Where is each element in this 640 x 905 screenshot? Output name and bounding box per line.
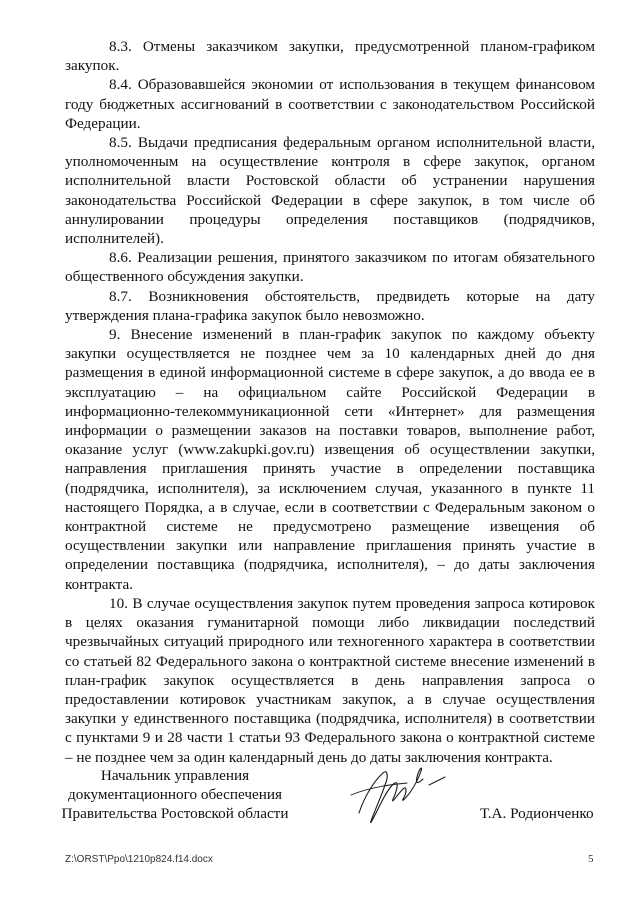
paragraph-10: 10. В случае осуществления закупок путем проведения запроса котировок в целях оказания гуманитарной помощи либо ликвидации последствий чрезвычайных ситуаций природного или техногенного характера в соответствии со статьей 82 Федерального закона о контрактной системе внесение изменений в план-график закупок осуществляется в день направления запроса о предоставлении котировок участникам закупок, а в случае осуществления закупки у единственного поставщика (подрядчика, исполнителя) в соответствии с пунктами 9 и 28 части 1 статьи 93 Федерального закона о контрактной системе – не позднее чем за один календарный день до даты заключения контракта. — [65, 594, 595, 766]
body-text — [65, 37, 595, 767]
signatory-title-line-2: документационного обеспечения — [68, 786, 282, 804]
handwritten-signature — [345, 755, 465, 830]
signatory-name: Т.А. Родионченко — [480, 805, 594, 822]
paragraph-8-6: 8.6. Реализации решения, принятого заказчиком по итогам обязательного общественного обсуждения закупки. — [65, 249, 595, 286]
paragraph-9: 9. Внесение изменений в план-график закупок по каждому объекту закупки осуществляется не позднее чем за 10 календарных дней до дня размещения в единой информационной системе в сфере закупок, а до ввода ее в эксплуатацию – на официальном сайте Российской Федерации в информационно-телекоммуникационной сети «Интернет» для размещения информации о размещении заказов на поставки товаров, выполнение работ, оказание услуг (www.zakupki.gov.ru) извещения об осуществлении закупки, направления приглашения принять участие в определении поставщика (подрядчика, исполнителя), за исключением случая, указанного в пункте 11 настоящего Порядка, а в случае, если в соответствии с Федеральным законом о контрактной системе не предусмотрено размещение извещения об осуществлении закупки или направление приглашения принять участие в определении поставщика (подрядчика, исполнителя), – до даты заключения контракта. — [65, 326, 595, 593]
signatory-title-line-3: Правительства Ростовской области — [61, 805, 289, 823]
paragraph-8-5: 8.5. Выдачи предписания федеральным органом исполнительной власти, уполномоченным на осуществление контроля в сфере закупок, органом исполнительной власти Ростовской области об устранении нарушения законодательства Российской Федерации в сфере закупок, в том числе об аннулировании процедуры определения поставщиков (подрядчиков, исполнителей). — [65, 134, 595, 248]
footer-file-path: Z:\ORST\Ppo\1210p824.f14.docx — [65, 854, 213, 865]
paragraph-8-4: 8.4. Образовавшейся экономии от использования в текущем финансовом году бюджетных ассигнований в соответствии с законодательством Российской Федерации. — [65, 76, 595, 132]
signatory-title-line-1: Начальник управления — [100, 767, 250, 784]
signatory-title — [0, 766, 350, 824]
page-number: 5 — [588, 853, 594, 865]
paragraph-8-7: 8.7. Возникновения обстоятельств, предвидеть которые на дату утверждения плана-графика закупок было невозможно. — [65, 287, 595, 324]
paragraph-8-3: 8.3. Отмены заказчиком закупки, предусмотренной планом-графиком закупок. — [65, 38, 595, 75]
